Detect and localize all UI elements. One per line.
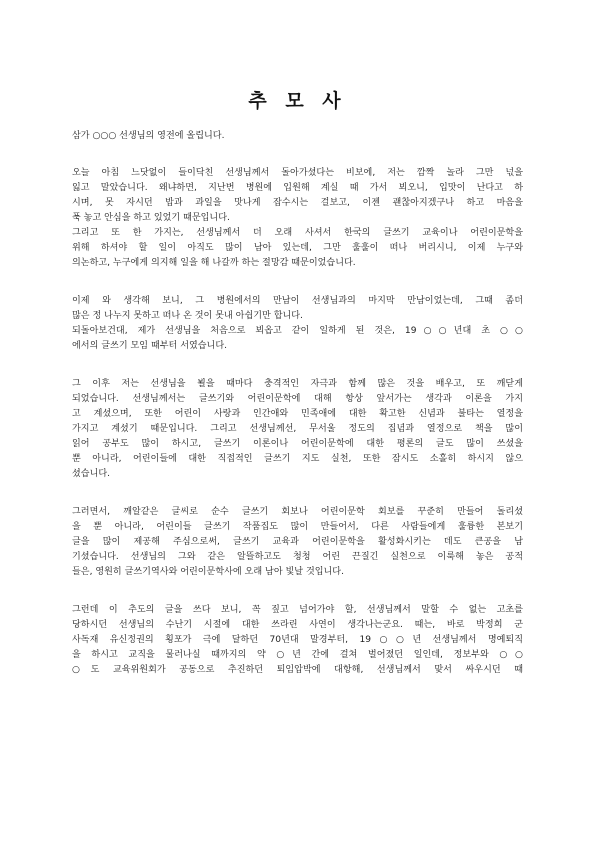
- text-line: 되었습니다. 선생님께서는 글쓰기와 어린이문학에 대해 항상 앞서가는 생각과 이론을 가지: [72, 394, 523, 404]
- text-line: 셨습니다.: [72, 469, 111, 479]
- text-line: 에서의 글쓰기 모임 때부터 서였습니다.: [72, 341, 228, 351]
- text-line: 시며, 못 자시던 밥과 과일을 맛나게 잡수시는 걸보고, 이젠 괜찮아지겠구나 하고 마음을: [72, 198, 523, 208]
- text-line: 의논하고, 누구에게 의지해 일을 해 나갈까 하는 절망감 때문이었습니다.: [72, 258, 356, 268]
- text-line: 그런데 이 추도의 글을 쓰다 보니, 꼭 짚고 넘어가야 할, 선생님께서 말할 수 없는 고초를: [72, 605, 523, 615]
- text-line: 그러면서, 깨알같은 글씨로 순수 글쓰기 회보나 어린이문학 회보를 꾸준히 만들어 돌리셨: [72, 507, 523, 517]
- text-line: 고 계셨으며, 또한 어린이 사랑과 인간애와 민족애에 대한 확고한 신념과 불타는 열정을: [72, 409, 523, 419]
- text-line: 되돌아보건대, 제가 선생님을 처음으로 뵈옵고 같이 일하게 된 것은, 19○○년대 초 ○○: [72, 326, 523, 336]
- text-line: 읽어 공부도 많이 하시고, 글쓰기 이론이나 어린이문학에 대한 평론의 글도 많이 쓰셨을: [72, 439, 523, 449]
- text-line: 기셨습니다. 선생님의 그와 같은 알뜰하고도 청청 어린 끈질긴 실천으로 이룩해 놓은 공적: [72, 552, 523, 562]
- text-line: 을 뿐 아니라, 어린이들 글쓰기 작품집도 많이 만들어서, 다른 사람들에게 훌륭한 본보기: [72, 522, 523, 532]
- text-line: 뿐 아니라, 어린이들에 대한 직접적인 글쓰기 지도 실천, 또한 잠시도 소홀히 하시지 않으: [72, 454, 523, 464]
- text-line: 푹 놓고 안심을 하고 있었기 때문입니다.: [72, 213, 230, 223]
- text-line: 많은 정 나누지 못하고 떠나 온 것이 못내 아쉽기만 합니다.: [72, 311, 303, 321]
- text-line: 삼가 ○○○ 선생님의 영전에 올립니다.: [72, 131, 225, 141]
- text-line: 위해 하셔야 할 일이 아직도 많이 남아 있는데, 그만 훌훌이 떠나 버리시니, 이제 누구와: [72, 243, 523, 253]
- text-line: 이제 와 생각해 보니, 그 병원에서의 만남이 선생님과의 마지막 만남이었는데, 그때 좀더: [72, 296, 523, 306]
- text-line: 사독재 유신정권의 횡포가 극에 달하던 70년대 말경부터, 19○○년 선생님께서 명예퇴직: [72, 635, 523, 645]
- text-line: 들은, 영원히 글쓰기역사와 어린이문학사에 오래 남아 빛날 것입니다.: [72, 567, 344, 577]
- document-title: 추 모 사: [248, 90, 347, 112]
- text-line: 가지고 계셨기 때문입니다. 그리고 선생님께선, 무서울 정도의 집념과 열정으로 책을 많이: [72, 424, 523, 434]
- text-line: 오늘 아침 느닷없이 들이닥친 선생님께서 돌아가셨다는 비보에, 저는 깜짝 놀라 그만 넋을: [72, 168, 523, 178]
- text-line: 그 이후 저는 선생님을 뵐을 때마다 충격적인 자극과 함께 많은 것을 배우고, 또 깨닫게: [72, 379, 523, 389]
- text-line: 당하시던 선생님의 수난기 시절에 대한 쓰라린 사연이 생각나는군요. 때는, 바로 박정희 군: [72, 620, 523, 630]
- text-line: 글을 많이 제공해 주심으로써, 글쓰기 교육과 어린이문학을 활성화시키는 데도 큰공을 남: [72, 537, 523, 547]
- text-line: 을 하시고 교직을 물러나실 때까지의 약 ○년 간에 걸쳐 벌어졌던 일인데, 정보부와 ○○: [72, 650, 523, 660]
- text-line: 그리고 또 한 가지는, 선생님께서 더 오래 사셔서 한국의 글쓰기 교육이나 어린이문학을: [72, 228, 523, 238]
- text-line: ○도 교육위원회가 공동으로 추진하던 퇴임압박에 대항해, 선생님께서 맞서 싸우시던 때: [72, 665, 523, 675]
- text-line: 잃고 말았습니다. 왜냐하면, 지난번 병원에 입원해 계실 때 가서 뵈오니, 입맛이 난다고 하: [72, 183, 523, 193]
